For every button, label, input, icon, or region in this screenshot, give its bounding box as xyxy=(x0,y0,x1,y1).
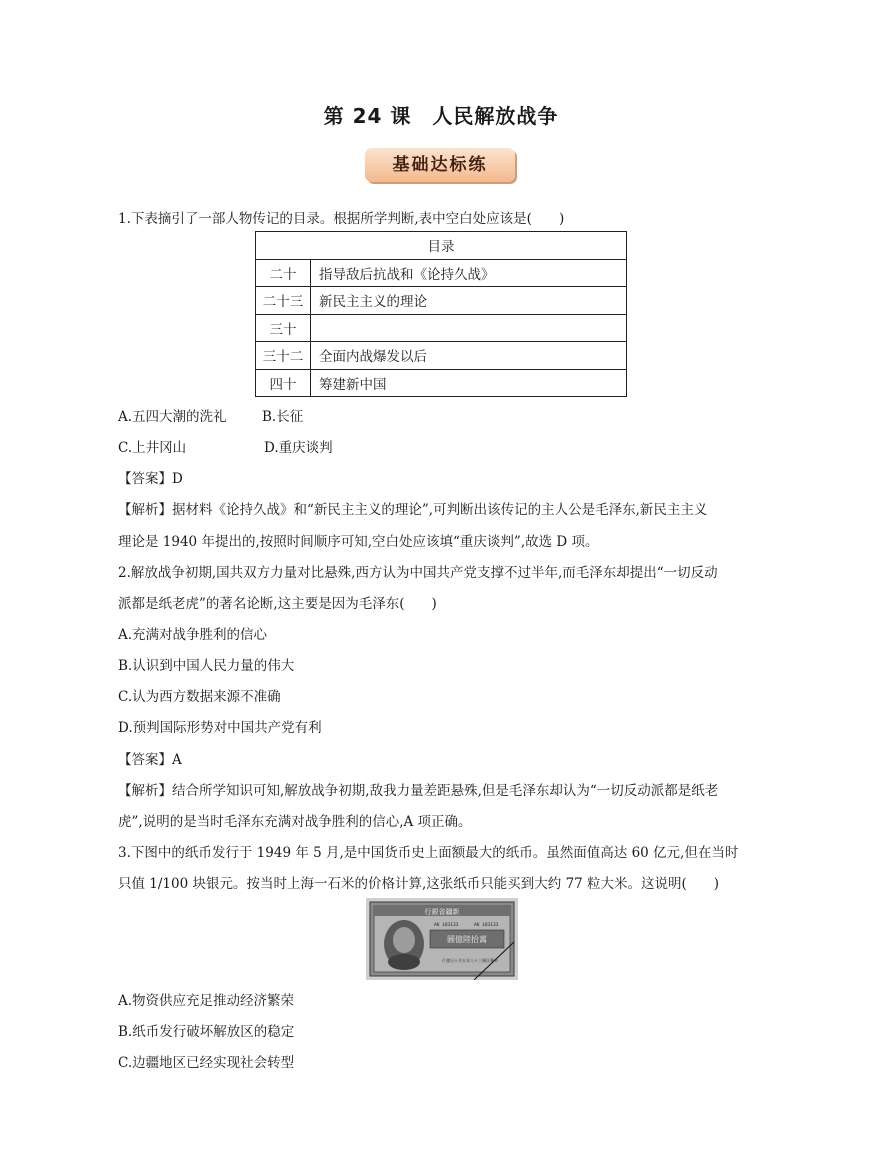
q1-stem: 1.下表摘引了一部人物传记的目录。根据所学判断,表中空白处应该是( ) xyxy=(118,211,565,227)
q2-analysis-line1: 【解析】结合所学知识可知,解放战争初期,敌我力量差距悬殊,但是毛泽东却认为“一切反动派都是纸老 xyxy=(118,783,719,799)
chapter-number: 四十 xyxy=(256,369,311,397)
q2-analysis-line2: 虎”,说明的是当时毛泽东充满对战争胜利的信心,A 项正确。 xyxy=(118,814,472,830)
q1-option-d: D.重庆谈判 xyxy=(264,440,333,456)
q2-option-c: C.认为西方数据来源不准确 xyxy=(118,689,281,705)
lesson-title: 第 24 课 人民解放战争 xyxy=(323,104,559,128)
q3-option-c: C.边疆地区已经实现社会转型 xyxy=(118,1055,295,1071)
table-header: 目录 xyxy=(256,232,627,260)
banknote-serial-left: AK 183133 xyxy=(434,923,459,928)
banknote-center-text: 圓億陸拾萬 xyxy=(447,935,487,944)
q2-option-b: B.认识到中国人民力量的伟大 xyxy=(118,658,295,674)
table-row xyxy=(256,369,627,397)
q2-option-d: D.预判国际形势对中国共产党有利 xyxy=(118,720,322,736)
q1-option-a: A.五四大潮的洗礼 xyxy=(118,409,227,425)
q2-option-a: A.充满对战争胜利的信心 xyxy=(118,627,268,643)
table-header-row xyxy=(256,232,627,260)
q1-option-c: C.上井冈山 xyxy=(118,440,187,456)
section-badge: 基础达标练 xyxy=(365,148,515,182)
banknote-bottom-text: 行發日十月五年八十三國民華中 xyxy=(442,958,498,963)
q3-stem-line2: 只值 1/100 块银元。按当时上海一石米的价格计算,这张纸币只能买到大约 77 粒大米。这说明( ) xyxy=(118,876,720,892)
q2-answer: 【答案】A xyxy=(118,752,182,768)
q2-stem-line2: 派都是纸老虎”的著名论断,这主要是因为毛泽东( ) xyxy=(118,596,437,612)
q3-stem-line1: 3.下图中的纸币发行于 1949 年 5 月,是中国货币史上面额最大的纸币。虽然面值高达 60 亿元,但在当时 xyxy=(118,845,739,861)
chapter-title: 全面内战爆发以后 xyxy=(311,342,627,370)
q1-analysis-line2: 理论是 1940 年提出的,按照时间顺序可知,空白处应该填“重庆谈判”,故选 D 项。 xyxy=(118,534,599,550)
q2-stem-line1: 2.解放战争初期,国共双方力量对比悬殊,西方认为中国共产党支撑不过半年,而毛泽东却提出“一切反动 xyxy=(118,565,718,581)
chapter-title: 指导敌后抗战和《论持久战》 xyxy=(311,259,627,287)
banknote-serial-right: AK 183133 xyxy=(474,923,499,928)
chapter-number: 二十 xyxy=(256,259,311,287)
toc-table xyxy=(255,231,627,397)
q1-analysis-line1: 【解析】据材料《论持久战》和“新民主主义的理论”,可判断出该传记的主人公是毛泽东,新民主主义 xyxy=(118,502,708,518)
chapter-number: 三十 xyxy=(256,314,311,342)
chapter-title: 新民主主义的理论 xyxy=(311,287,627,315)
table-row xyxy=(256,314,627,342)
banknote-top-text: 行銀省疆新 xyxy=(424,908,460,916)
q1-option-b: B.长征 xyxy=(262,409,304,425)
table-row xyxy=(256,259,627,287)
chapter-number: 二十三 xyxy=(256,287,311,315)
q3-option-b: B.纸币发行破坏解放区的稳定 xyxy=(118,1024,295,1040)
table-row xyxy=(256,287,627,315)
q3-option-a: A.物资供应充足推动经济繁荣 xyxy=(118,993,295,1009)
chapter-number: 三十二 xyxy=(256,342,311,370)
chapter-title-blank xyxy=(311,314,627,342)
chapter-title: 筹建新中国 xyxy=(311,369,627,397)
q1-answer: 【答案】D xyxy=(118,471,183,487)
table-row xyxy=(256,342,627,370)
banknote-image xyxy=(366,898,518,980)
